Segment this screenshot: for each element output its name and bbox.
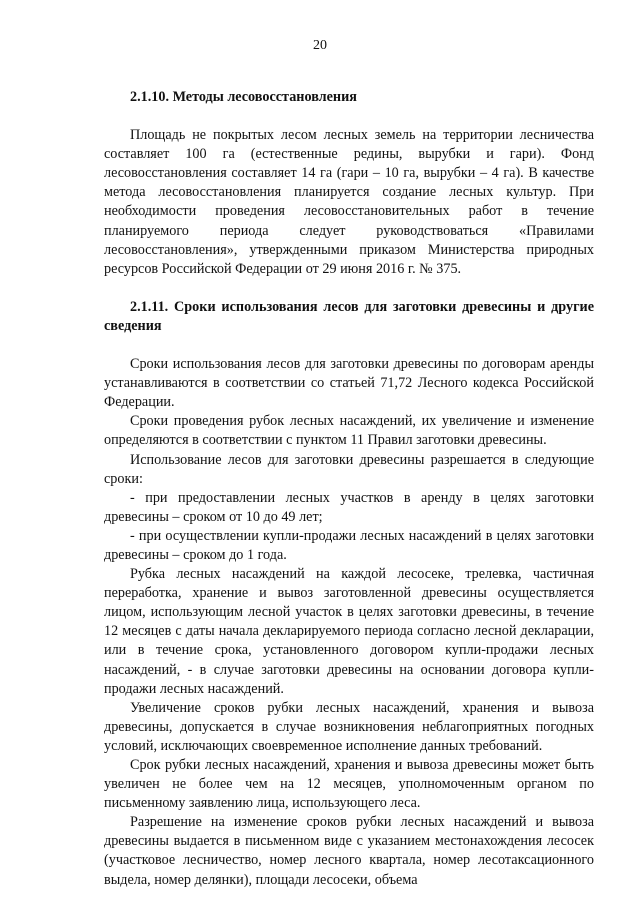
paragraph: Увеличение сроков рубки лесных насаждений, хранения и вывоза древесины, допускается в случае возникновения неблагоприятных погодных условий, исключающих своевременное исполнение данных требований. [104, 699, 594, 754]
paragraph: Использование лесов для заготовки древесины разрешается в следующие сроки: [104, 451, 594, 487]
section-heading: 2.1.10. Методы лесовосстановления [130, 89, 357, 105]
paragraph: Сроки использования лесов для заготовки древесины по договорам аренды устанавливаются в соответствии со статьей 71,72 Лесного кодекса Российской Федерации. [104, 356, 594, 411]
page-number: 20 [313, 38, 327, 53]
list-item: - при осуществлении купли-продажи лесных насаждений в целях заготовки древесины – сроком до 1 года. [104, 527, 594, 563]
paragraph: Сроки проведения рубок лесных насаждений, их увеличение и изменение определяются в соответствии с пунктом 11 Правил заготовки древесины. [104, 413, 594, 449]
paragraph: Рубка лесных насаждений на каждой лесосеке, трелевка, частичная переработка, хранение и вывоз заготовленной древесины осуществляется лицом, использующим лесной участок в целях заготовки древесины, в течение 12 месяцев с даты начала декларируемого периода согласно лесной декларации, или в течение срока, установленного договором купли-продажи лесных насаждений, - в случае заготовки древесины на основании договора купли-продажи лесных насаждений. [104, 566, 594, 697]
section-heading: 2.1.11. Сроки использования лесов для заготовки древесины и другие сведения [104, 298, 594, 334]
section-timber-harvest-terms [104, 298, 594, 890]
paragraph: Разрешение на изменение сроков рубки лесных насаждений и вывоза древесины выдается в письменном виде с указанием местонахождения лесосек (участковое лесничество, номер лесного квартала, номер лесотаксационного выдела, номер делянки), площади лесосеки, объема [104, 814, 594, 888]
paragraph: Срок рубки лесных насаждений, хранения и вывоза древесины может быть увеличен не более чем на 12 месяцев, уполномоченным органом по письменному заявлению лица, использующего леса. [104, 757, 594, 812]
paragraph: Площадь не покрытых лесом лесных земель на территории лесничества составляет 100 га (естественные редины, вырубки и гари). Фонд лесовосстановления составляет 14 га (гари – 10 га, вырубки – 4 га). В качестве метода лесовосстановления планируется создание лесных культур. При необходимости проведения лесовосстановительных работ в течение планируемого периода следует руководствоваться «Правилами лесовосстановления», утвержденными приказом Министерства природных ресурсов Российской Федерации от 29 июня 2016 г. № 375. [104, 127, 594, 277]
section-reforestation-methods [104, 88, 594, 279]
list-item: - при предоставлении лесных участков в аренду в целях заготовки древесины – сроком от 10 до 49 лет; [104, 489, 594, 525]
document-body [104, 88, 594, 890]
